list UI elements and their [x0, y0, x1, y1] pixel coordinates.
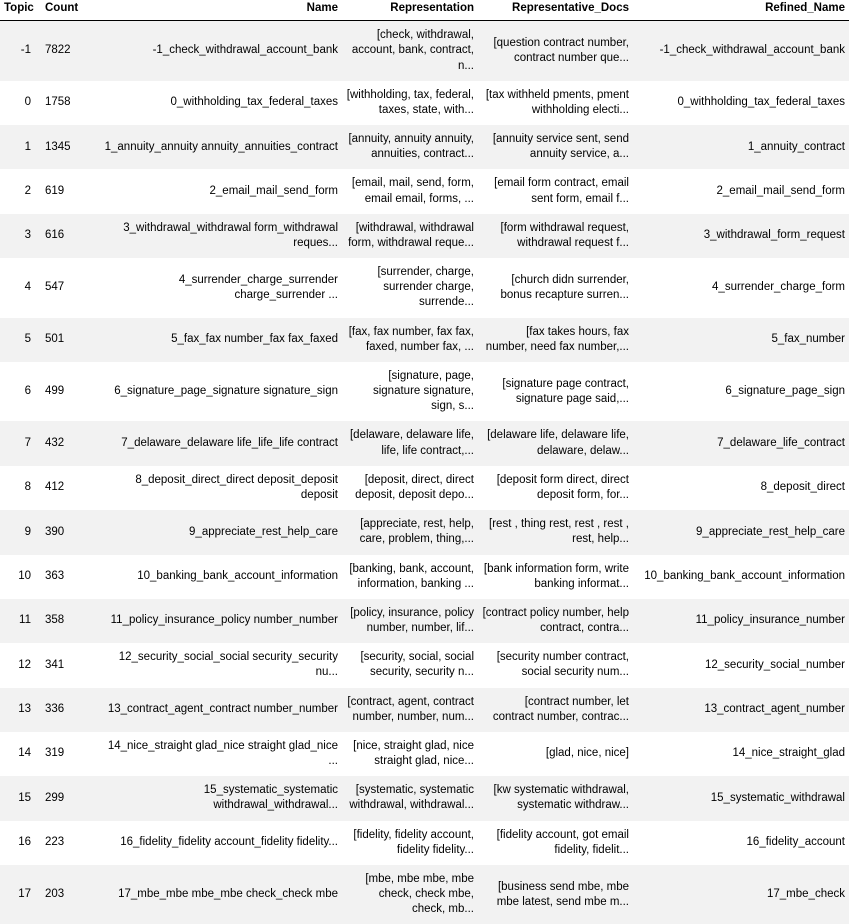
cell-topic: 17: [0, 865, 37, 924]
cell-representative-docs: [fax takes hours, fax number, need fax number,...: [478, 318, 633, 362]
cell-name: 6_signature_page_signature signature_sign: [99, 362, 342, 422]
cell-name: -1_check_withdrawal_account_bank: [99, 21, 342, 81]
table-row[interactable]: [0, 169, 849, 213]
cell-refined-name: 14_nice_straight_glad: [633, 732, 849, 776]
cell-representation: [appreciate, rest, help, care, problem, thing,...: [342, 510, 478, 554]
cell-name: 5_fax_fax number_fax fax_faxed: [99, 318, 342, 362]
cell-name: 11_policy_insurance_policy number_number: [99, 599, 342, 643]
column-header-topic[interactable]: Topic: [0, 0, 37, 21]
cell-count: 336: [37, 688, 99, 732]
cell-representative-docs: [tax withheld pments, pment withholding electi...: [478, 81, 633, 125]
cell-count: 616: [37, 214, 99, 258]
cell-count: 499: [37, 362, 99, 422]
cell-representative-docs: [business send mbe, mbe mbe latest, send mbe m...: [478, 865, 633, 924]
table-row[interactable]: [0, 214, 849, 258]
cell-representation: [policy, insurance, policy number, number, lif...: [342, 599, 478, 643]
cell-representative-docs: [church didn surrender, bonus recapture surren...: [478, 258, 633, 318]
cell-count: 358: [37, 599, 99, 643]
cell-count: 203: [37, 865, 99, 924]
cell-refined-name: 4_surrender_charge_form: [633, 258, 849, 318]
cell-topic: 8: [0, 466, 37, 510]
cell-representation: [delaware, delaware life, life, life contract,...: [342, 421, 478, 465]
cell-topic: 16: [0, 821, 37, 865]
column-header-count[interactable]: Count: [37, 0, 99, 21]
cell-topic: 9: [0, 510, 37, 554]
cell-representative-docs: [annuity service sent, send annuity service, a...: [478, 125, 633, 169]
cell-topic: 0: [0, 81, 37, 125]
cell-representative-docs: [delaware life, delaware life, delaware, delaw...: [478, 421, 633, 465]
cell-representation: [contract, agent, contract number, number, num...: [342, 688, 478, 732]
cell-count: 223: [37, 821, 99, 865]
table-row[interactable]: [0, 421, 849, 465]
cell-representation: [fax, fax number, fax fax, faxed, number fax, ...: [342, 318, 478, 362]
table-row[interactable]: [0, 21, 849, 81]
column-header-representative-docs[interactable]: Representative_Docs: [478, 0, 633, 21]
cell-representative-docs: [glad, nice, nice]: [478, 732, 633, 776]
cell-refined-name: 10_banking_bank_account_information: [633, 555, 849, 599]
cell-count: 501: [37, 318, 99, 362]
cell-topic: 12: [0, 643, 37, 687]
cell-representation: [banking, bank, account, information, banking ...: [342, 555, 478, 599]
table-row[interactable]: [0, 865, 849, 924]
cell-refined-name: -1_check_withdrawal_account_bank: [633, 21, 849, 81]
cell-refined-name: 0_withholding_tax_federal_taxes: [633, 81, 849, 125]
cell-representative-docs: [deposit form direct, direct deposit form, for...: [478, 466, 633, 510]
table-row[interactable]: [0, 643, 849, 687]
cell-representative-docs: [signature page contract, signature page said,...: [478, 362, 633, 422]
table-row[interactable]: [0, 555, 849, 599]
cell-name: 14_nice_straight glad_nice straight glad_nice ...: [99, 732, 342, 776]
cell-refined-name: 15_systematic_withdrawal: [633, 776, 849, 820]
cell-topic: 15: [0, 776, 37, 820]
cell-name: 10_banking_bank_account_information: [99, 555, 342, 599]
table-row[interactable]: [0, 362, 849, 422]
cell-topic: 7: [0, 421, 37, 465]
cell-representative-docs: [contract number, let contract number, contrac...: [478, 688, 633, 732]
column-header-name[interactable]: Name: [99, 0, 342, 21]
table-row[interactable]: [0, 258, 849, 318]
column-header-refined-name[interactable]: Refined_Name: [633, 0, 849, 21]
cell-refined-name: 13_contract_agent_number: [633, 688, 849, 732]
cell-name: 15_systematic_systematic withdrawal_withdrawal...: [99, 776, 342, 820]
cell-topic: -1: [0, 21, 37, 81]
cell-count: 1758: [37, 81, 99, 125]
cell-refined-name: 16_fidelity_account: [633, 821, 849, 865]
cell-name: 4_surrender_charge_surrender charge_surrender ...: [99, 258, 342, 318]
column-header-representation[interactable]: Representation: [342, 0, 478, 21]
cell-refined-name: 6_signature_page_sign: [633, 362, 849, 422]
cell-name: 9_appreciate_rest_help_care: [99, 510, 342, 554]
cell-count: 547: [37, 258, 99, 318]
cell-topic: 14: [0, 732, 37, 776]
cell-refined-name: 2_email_mail_send_form: [633, 169, 849, 213]
cell-count: 412: [37, 466, 99, 510]
cell-topic: 13: [0, 688, 37, 732]
cell-representative-docs: [email form contract, email sent form, email f...: [478, 169, 633, 213]
cell-topic: 6: [0, 362, 37, 422]
cell-count: 299: [37, 776, 99, 820]
cell-name: 1_annuity_annuity annuity_annuities_contract: [99, 125, 342, 169]
cell-representative-docs: [form withdrawal request, withdrawal request f...: [478, 214, 633, 258]
table-header-row: [0, 0, 849, 21]
cell-name: 2_email_mail_send_form: [99, 169, 342, 213]
cell-representation: [fidelity, fidelity account, fidelity fidelity...: [342, 821, 478, 865]
cell-refined-name: 7_delaware_life_contract: [633, 421, 849, 465]
cell-topic: 10: [0, 555, 37, 599]
table-header: [0, 0, 849, 21]
cell-representative-docs: [kw systematic withdrawal, systematic withdraw...: [478, 776, 633, 820]
cell-representation: [mbe, mbe mbe, mbe check, check mbe, check, mb...: [342, 865, 478, 924]
cell-count: 319: [37, 732, 99, 776]
cell-topic: 5: [0, 318, 37, 362]
cell-refined-name: 3_withdrawal_form_request: [633, 214, 849, 258]
cell-representation: [email, mail, send, form, email email, forms, ...: [342, 169, 478, 213]
cell-name: 16_fidelity_fidelity account_fidelity fidelity...: [99, 821, 342, 865]
cell-name: 13_contract_agent_contract number_number: [99, 688, 342, 732]
cell-count: 390: [37, 510, 99, 554]
cell-topic: 3: [0, 214, 37, 258]
cell-representative-docs: [question contract number, contract number que...: [478, 21, 633, 81]
cell-representation: [signature, page, signature signature, sign, s...: [342, 362, 478, 422]
table-row[interactable]: [0, 125, 849, 169]
cell-representation: [surrender, charge, surrender charge, surrende...: [342, 258, 478, 318]
cell-representation: [security, social, social security, security n...: [342, 643, 478, 687]
table-row[interactable]: [0, 688, 849, 732]
cell-representation: [deposit, direct, direct deposit, deposit depo...: [342, 466, 478, 510]
cell-count: 619: [37, 169, 99, 213]
table-row[interactable]: [0, 318, 849, 362]
table-body: [0, 21, 849, 924]
cell-representation: [systematic, systematic withdrawal, withdrawal...: [342, 776, 478, 820]
cell-representation: [nice, straight glad, nice straight glad, nice...: [342, 732, 478, 776]
cell-representation: [check, withdrawal, account, bank, contract, n...: [342, 21, 478, 81]
cell-refined-name: 1_annuity_contract: [633, 125, 849, 169]
cell-name: 8_deposit_direct_direct deposit_deposit deposit: [99, 466, 342, 510]
cell-topic: 2: [0, 169, 37, 213]
cell-representation: [withdrawal, withdrawal form, withdrawal reque...: [342, 214, 478, 258]
cell-representation: [withholding, tax, federal, taxes, state, with...: [342, 81, 478, 125]
cell-topic: 4: [0, 258, 37, 318]
table-row[interactable]: [0, 776, 849, 820]
cell-representative-docs: [rest , thing rest, rest , rest , rest, help...: [478, 510, 633, 554]
cell-representative-docs: [bank information form, write banking informat...: [478, 555, 633, 599]
cell-refined-name: 5_fax_number: [633, 318, 849, 362]
table-row[interactable]: [0, 599, 849, 643]
table-row[interactable]: [0, 81, 849, 125]
cell-count: 7822: [37, 21, 99, 81]
table-row[interactable]: [0, 821, 849, 865]
cell-representative-docs: [security number contract, social security num...: [478, 643, 633, 687]
cell-count: 363: [37, 555, 99, 599]
table-row[interactable]: [0, 732, 849, 776]
cell-name: 7_delaware_delaware life_life_life contract: [99, 421, 342, 465]
cell-count: 341: [37, 643, 99, 687]
cell-count: 1345: [37, 125, 99, 169]
cell-refined-name: 11_policy_insurance_number: [633, 599, 849, 643]
cell-representative-docs: [fidelity account, got email fidelity, fidelit...: [478, 821, 633, 865]
cell-name: 3_withdrawal_withdrawal form_withdrawal reques...: [99, 214, 342, 258]
table-row[interactable]: [0, 510, 849, 554]
cell-representative-docs: [contract policy number, help contract, contra...: [478, 599, 633, 643]
cell-representation: [annuity, annuity annuity, annuities, contract...: [342, 125, 478, 169]
cell-name: 12_security_social_social security_security nu...: [99, 643, 342, 687]
cell-name: 0_withholding_tax_federal_taxes: [99, 81, 342, 125]
cell-refined-name: 17_mbe_check: [633, 865, 849, 924]
cell-refined-name: 9_appreciate_rest_help_care: [633, 510, 849, 554]
cell-refined-name: 8_deposit_direct: [633, 466, 849, 510]
cell-topic: 1: [0, 125, 37, 169]
cell-count: 432: [37, 421, 99, 465]
cell-name: 17_mbe_mbe mbe_mbe check_check mbe: [99, 865, 342, 924]
table-row[interactable]: [0, 466, 849, 510]
cell-topic: 11: [0, 599, 37, 643]
cell-refined-name: 12_security_social_number: [633, 643, 849, 687]
